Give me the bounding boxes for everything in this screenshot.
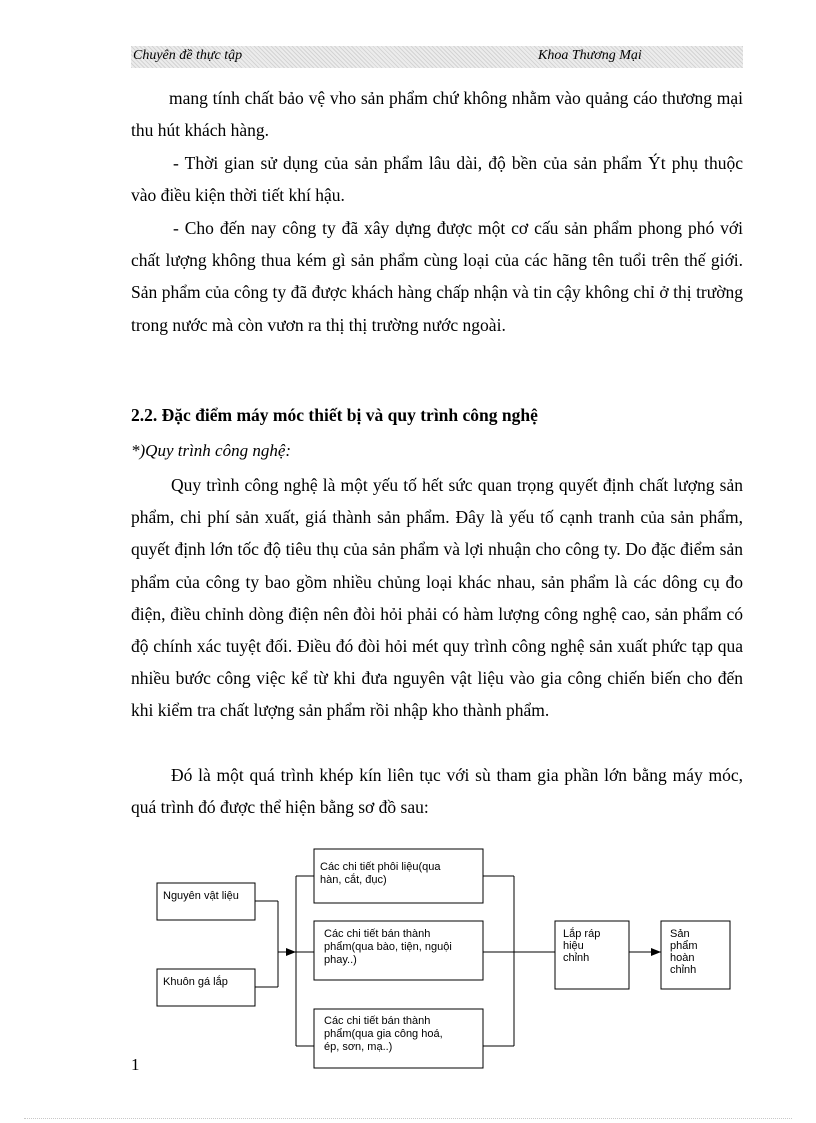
- arrowhead-merge: [286, 948, 296, 956]
- page-header: [131, 46, 743, 68]
- subheading: *)Quy trình công nghệ:: [131, 441, 292, 460]
- header-right: Khoa Thương Mại: [538, 48, 642, 63]
- box-nguyen-vat-lieu: [157, 883, 255, 920]
- box-phoi-lieu: [314, 849, 483, 903]
- label-ban-thanh-pham-1: Các chi tiết bán thành phẩm(qua bào, tiện, nguội phay..): [324, 928, 452, 966]
- header-left: Chuyên đề thực tập: [133, 48, 243, 63]
- box-khuon-ga-lap: [157, 969, 255, 1006]
- body-paragraph-2: Đó là một quá trình khép kín liên tục với sù tham gia phần lớn bằng máy móc, quá trình đó được thể hiện bằng sơ đồ sau:: [131, 765, 743, 818]
- label-nguyen-vat-lieu: Nguyên vật liệu: [163, 890, 239, 902]
- label-phoi-lieu: Các chi tiết phôi liệu(qua hàn, cắt, đục): [320, 861, 441, 886]
- body-paragraph-1: Quy trình công nghệ là một yếu tố hết sức quan trọng quyết định chất lượng sản phẩm, chi phí sản xuất, giá thành sản phẩm. Đây là yếu tố cạnh tranh của sản phẩm, quyết định lớn tốc độ tiêu thụ của sản phẩm và lợi nhuận cho công ty. Do đặc điểm sản phẩm của công ty bao gồm nhiều chủng loại khác nhau, sản phẩm là các dông cụ đo điện, điều chỉnh dòng điện nên đòi hỏi phải có hàm lượng công nghệ cao, sản phẩm có độ chính xác tuyệt đối. Điều đó đòi hỏi mét quy trình công nghệ sản xuất phức tạp qua nhiều bước công việc kể từ khi đưa nguyên vật liệu vào gia công chiến biến cho đến khi kiểm tra chất lượng sản phẩm rồi nhập kho thành phẩm.: [131, 475, 743, 721]
- box-ban-thanh-pham-1: [314, 921, 483, 980]
- section-heading: 2.2. Đặc điểm máy móc thiết bị và quy trình công nghệ: [131, 405, 538, 425]
- paragraph-3: - Cho đến nay công ty đã xây dựng được một cơ cấu sản phẩm phong phó với chất lượng không thua kém gì sản phẩm cùng loại của các hãng tên tuổi trên thế giới. Sản phẩm của công ty đã được khách hàng chấp nhận và tin cậy không chỉ ở thị trường trong nước mà còn vươn ra thị thị trường nước ngoài.: [131, 218, 743, 335]
- footer-divider: [24, 1118, 792, 1119]
- label-ban-thanh-pham-2: Các chi tiết bán thành phẩm(qua gia công hoá, ép, sơn, mạ..): [324, 1015, 443, 1053]
- label-khuon-ga-lap: Khuôn gá lắp: [163, 976, 228, 988]
- box-san-pham: [661, 921, 730, 989]
- arrowhead-output: [651, 948, 661, 956]
- box-lap-rap: [555, 921, 629, 989]
- page-number: 1: [131, 1055, 140, 1074]
- label-lap-rap: Lắp ráp hiệu chỉnh: [563, 928, 601, 964]
- paragraph-2: - Thời gian sử dụng của sản phẩm lâu dài, độ bền của sản phẩm Ýt phụ thuộc vào điều kiện thời tiết khí hậu.: [131, 153, 743, 206]
- label-san-pham: Sản phẩm hoàn chỉnh: [670, 928, 698, 976]
- paragraph-1: mang tính chất bảo vệ vho sản phẩm chứ không nhằm vào quảng cáo thương mại thu hút khách hàng.: [131, 88, 743, 141]
- box-ban-thanh-pham-2: [314, 1009, 483, 1068]
